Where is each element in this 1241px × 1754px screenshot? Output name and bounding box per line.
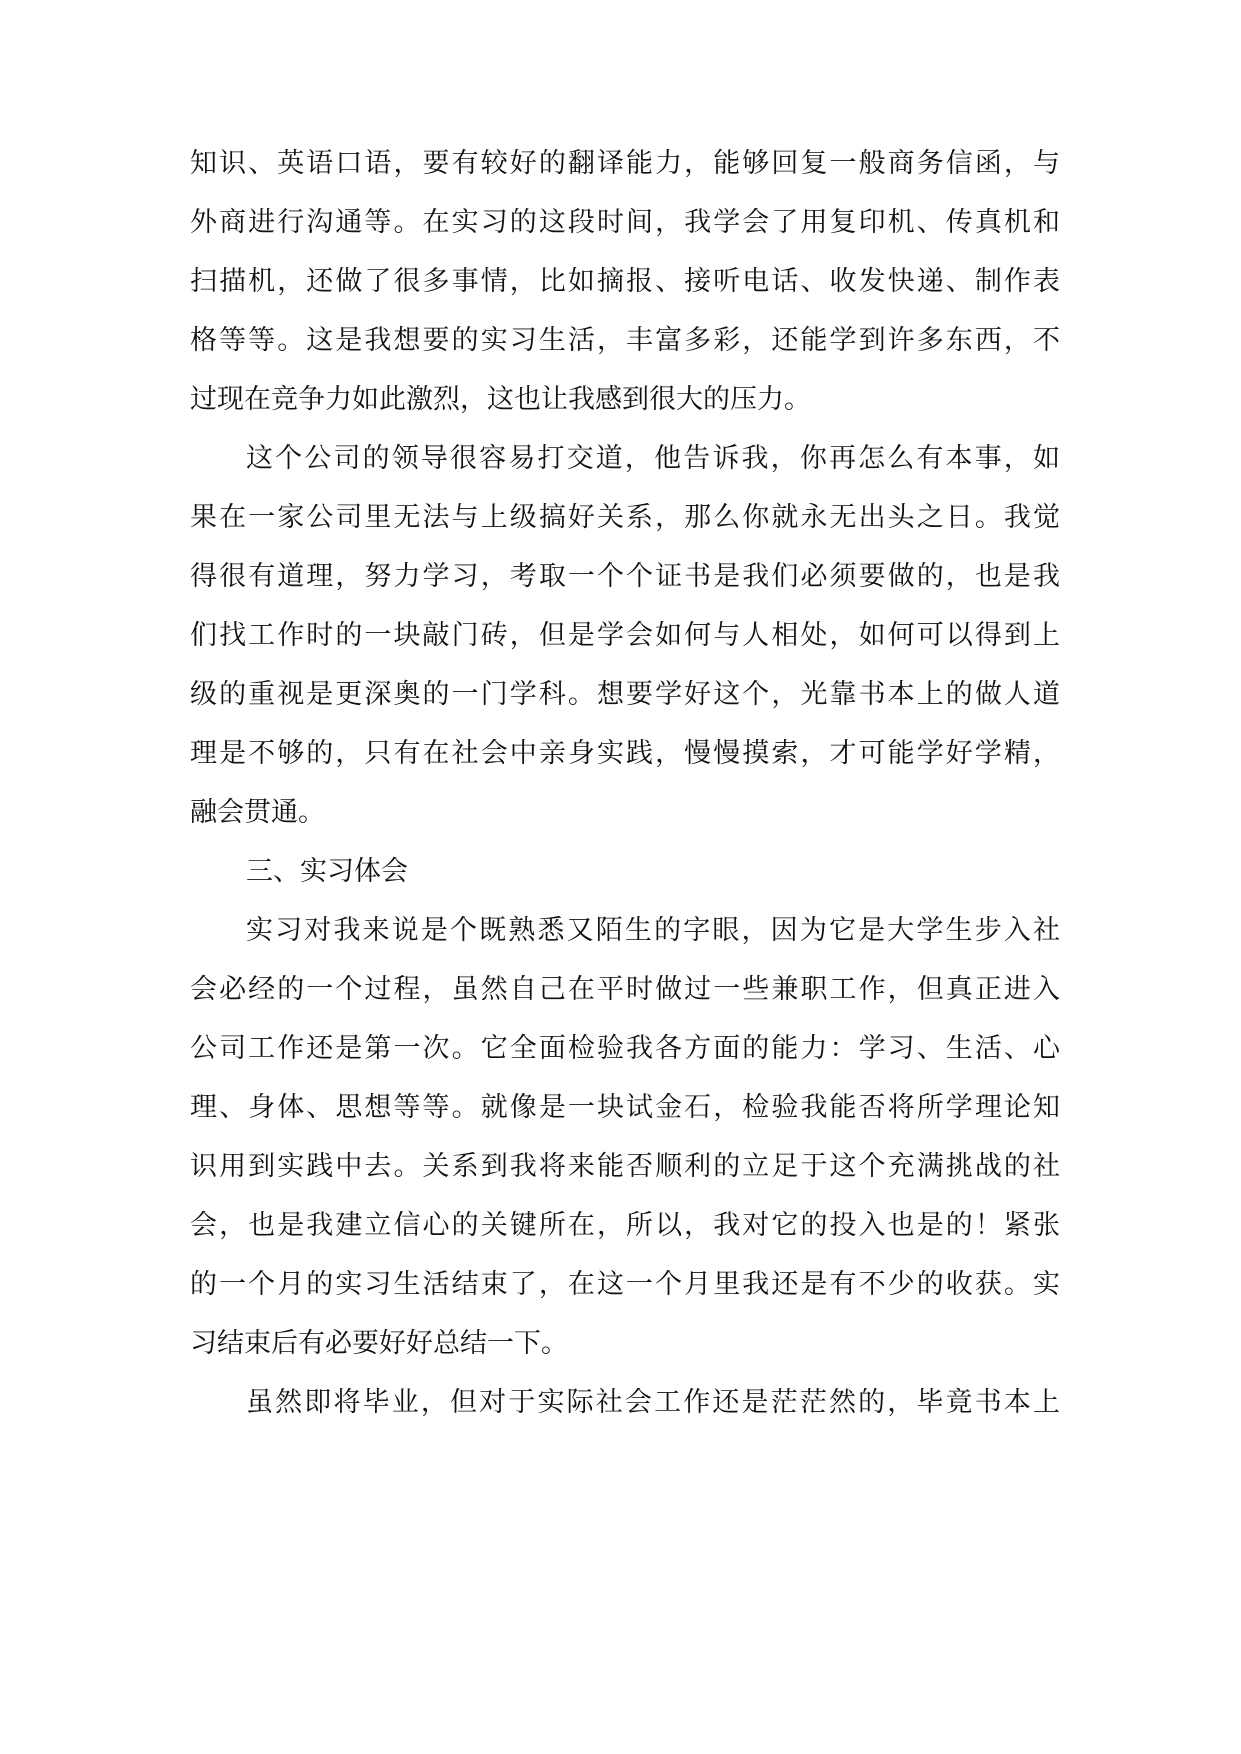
text-line: 过现在竞争力如此激烈，这也让我感到很大的压力。 [190,384,811,415]
text-line: 习结束后有必要好好总结一下。 [190,1328,568,1359]
text-line: 融会贯通。 [190,797,325,828]
text-line: 识用到实践中去。关系到我将来能否顺利的立足于这个充满挑战的社 [190,1151,1060,1182]
paragraph-first-line: 这个公司的领导很容易打交道，他告诉我，你再怎么有本事，如 [246,443,1060,474]
text-line: 公司工作还是第一次。它全面检验我各方面的能力：学习、生活、心 [190,1033,1060,1064]
text-line: 扫描机，还做了很多事情，比如摘报、接听电话、收发快递、制作表 [190,266,1060,297]
text-line: 外商进行沟通等。在实习的这段时间，我学会了用复印机、传真机和 [190,207,1060,238]
text-line: 得很有道理，努力学习，考取一个个证书是我们必须要做的，也是我 [190,561,1060,592]
text-line: 果在一家公司里无法与上级搞好关系，那么你就永无出头之日。我觉 [190,502,1060,533]
text-line: 级的重视是更深奥的一门学科。想要学好这个，光靠书本上的做人道 [190,679,1060,710]
text-line: 理是不够的，只有在社会中亲身实践，慢慢摸索，才可能学好学精， [190,738,1060,769]
paragraph-first-line: 虽然即将毕业，但对于实际社会工作还是茫茫然的，毕竟书本上 [246,1387,1060,1418]
text-line: 会必经的一个过程，虽然自己在平时做过一些兼职工作，但真正进入 [190,974,1060,1005]
text-line: 们找工作时的一块敲门砖，但是学会如何与人相处，如何可以得到上 [190,620,1060,651]
text-line: 格等等。这是我想要的实习生活，丰富多彩，还能学到许多东西，不 [190,325,1060,356]
text-line: 会，也是我建立信心的关键所在，所以，我对它的投入也是的！紧张 [190,1210,1060,1241]
paragraph-first-line: 实习对我来说是个既熟悉又陌生的字眼，因为它是大学生步入社 [246,915,1060,946]
section-heading: 三、实习体会 [246,856,408,887]
text-line: 理、身体、思想等等。就像是一块试金石，检验我能否将所学理论知 [190,1092,1060,1123]
text-line: 知识、英语口语，要有较好的翻译能力，能够回复一般商务信函，与 [190,148,1060,179]
text-line: 的一个月的实习生活结束了，在这一个月里我还是有不少的收获。实 [190,1269,1060,1300]
